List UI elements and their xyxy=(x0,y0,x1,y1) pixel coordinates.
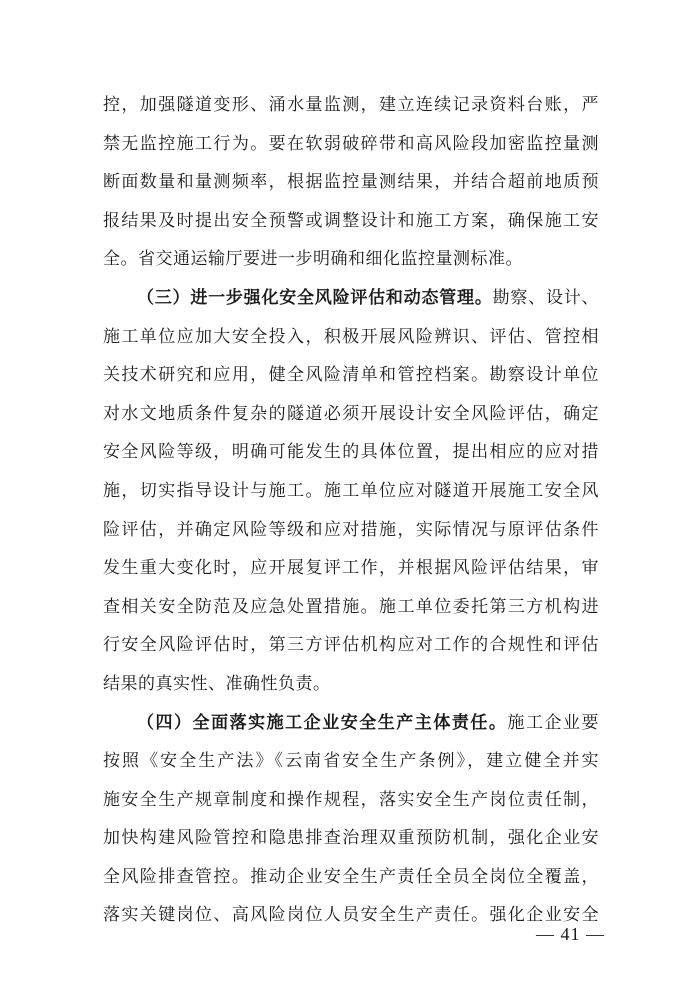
heading-line-rest: 勘察、设计、 xyxy=(492,287,600,308)
text-line: 查相关安全防范及应急处置措施。施工单位委托第三方机构进 xyxy=(103,596,599,617)
text-line: 对水文地质条件复杂的隧道必须开展设计安全风险评估，确定 xyxy=(103,403,599,424)
text-line: 报结果及时提出安全预警或调整设计和施工方案，确保施工安 xyxy=(103,210,599,231)
text-line: 全风险排查管控。推动企业安全生产责任全员全岗位全覆盖， xyxy=(103,866,599,887)
section-heading-3: （三）进一步强化安全风险评估和动态管理。 xyxy=(137,287,493,308)
text-line: 险评估，并确定风险等级和应对措施，实际情况与原评估条件 xyxy=(103,519,599,540)
page-number: — 41 — xyxy=(536,924,605,944)
text-line: 断面数量和量测频率，根据监控量测结果，并结合超前地质预 xyxy=(103,172,599,193)
text-line: 关技术研究和应用，健全风险清单和管控档案。勘察设计单位 xyxy=(103,365,599,386)
text-line: 施，切实指导设计与施工。施工单位应对隧道开展施工安全风 xyxy=(103,480,599,501)
text-line: 结果的真实性、准确性负责。 xyxy=(103,673,331,694)
paragraph-first-line xyxy=(103,279,599,318)
body-text xyxy=(103,86,599,935)
text-line: 施工单位应加大安全投入，积极开展风险辨识、评估、管控相 xyxy=(103,326,599,347)
text-line: 落实关键岗位、高风险岗位人员安全生产责任。强化企业安全 xyxy=(103,905,599,926)
text-line: 行安全风险评估时，第三方评估机构应对工作的合规性和评估 xyxy=(103,635,599,656)
text-line: 加快构建风险管控和隐患排查治理双重预防机制，强化企业安 xyxy=(103,828,599,849)
text-line: 施安全生产规章制度和操作规程，落实安全生产岗位责任制， xyxy=(103,789,599,810)
heading-line-rest: 施工企业要 xyxy=(507,712,600,733)
section-heading-4: （四）全面落实施工企业安全生产主体责任。 xyxy=(137,712,508,733)
text-line: 禁无监控施工行为。要在软弱破碎带和高风险段加密监控量测 xyxy=(103,133,599,154)
text-line: 发生重大变化时，应开展复评工作，并根据风险评估结果，审 xyxy=(103,558,599,579)
text-line: 按照《安全生产法》《云南省安全生产条例》，建立健全并实 xyxy=(103,751,599,772)
text-line: 全。省交通运输厅要进一步明确和细化监控量测标准。 xyxy=(103,249,523,270)
text-line: 控，加强隧道变形、涌水量监测，建立连续记录资料台账，严 xyxy=(103,95,599,115)
paragraph-first-line xyxy=(103,704,599,743)
text-line: 安全风险等级，明确可能发生的具体位置，提出相应的应对措 xyxy=(103,442,599,463)
